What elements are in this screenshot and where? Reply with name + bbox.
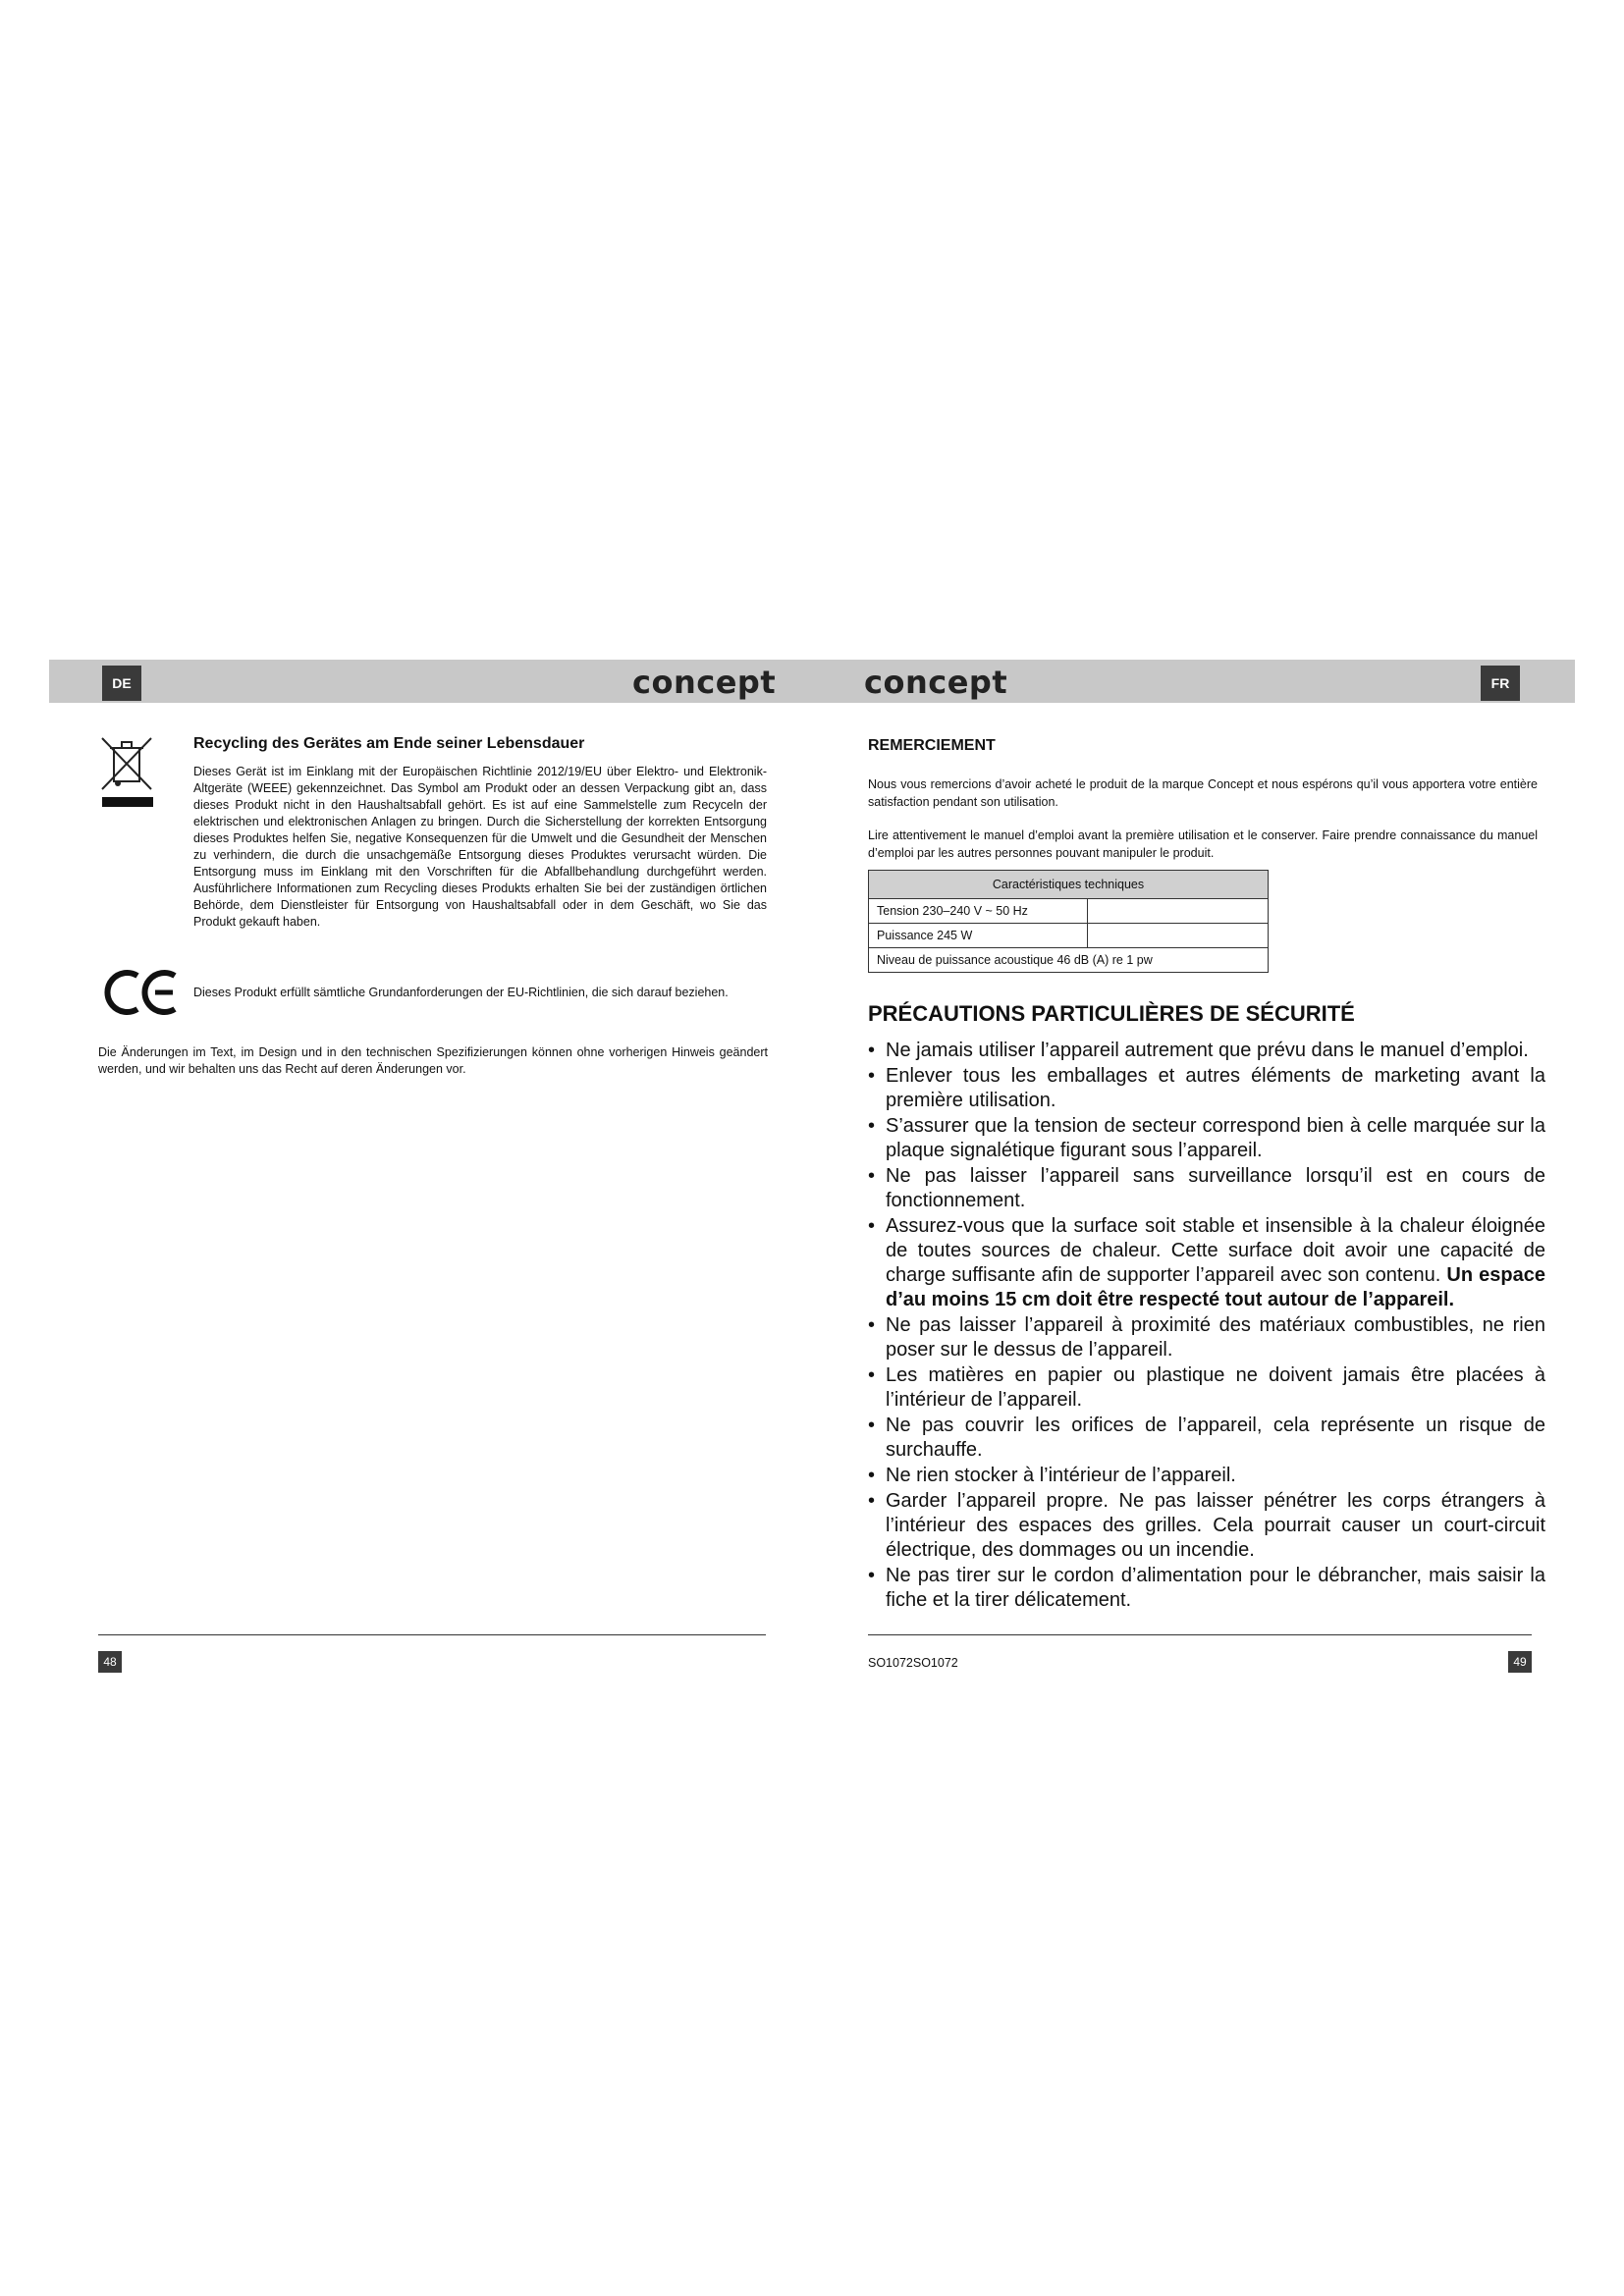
brand-logo-right: concept	[864, 664, 1008, 701]
footer-divider-left	[98, 1634, 766, 1635]
list-item	[868, 1164, 1545, 1213]
page-number-right: 49	[1508, 1651, 1532, 1673]
ce-conformity-text: Dieses Produkt erfüllt sämtliche Grundanforderungen der EU-Richtlinien, die sich darauf beziehen.	[193, 986, 729, 999]
list-item	[868, 1114, 1545, 1163]
brand-logo-left: concept	[632, 664, 777, 701]
header-band	[49, 660, 1575, 703]
list-item	[868, 1464, 1545, 1488]
precautions-list	[868, 1039, 1545, 1614]
list-item	[868, 1313, 1545, 1362]
precaution-text: S’assurer que la tension de secteur correspond bien à celle marquée sur la plaque signalétique figurant sous l’appareil.	[886, 1115, 1545, 1161]
language-tag-fr: FR	[1481, 666, 1520, 701]
changes-disclaimer: Die Änderungen im Text, im Design und in den technischen Spezifizierungen können ohne vorherigen Hinweis geändert werden, und wir behalten uns das Recht auf deren Änderungen vor.	[98, 1045, 768, 1076]
spec-noise-level: Niveau de puissance acoustique 46 dB (A) re 1 pw	[869, 948, 1269, 973]
precaution-text: Ne pas couvrir les orifices de l’appareil, cela représente un risque de surchauffe.	[886, 1415, 1545, 1461]
ce-mark-icon	[104, 968, 183, 1017]
precaution-text: Les matières en papier ou plastique ne doivent jamais être placées à l’intérieur de l’appareil.	[886, 1364, 1545, 1411]
table-row	[869, 948, 1269, 973]
spec-empty-cell	[1088, 924, 1269, 948]
precaution-text: Garder l’appareil propre. Ne pas laisser pénétrer les corps étrangers à l’intérieur des espaces des grilles. Cela pourrait causer un court-circuit électrique, des dommages ou un incendie.	[886, 1490, 1545, 1561]
precaution-text: Ne pas laisser l’appareil à proximité des matériaux combustibles, ne rien poser sur le dessus de l’appareil.	[886, 1314, 1545, 1361]
list-item	[868, 1064, 1545, 1113]
precaution-text: Assurez-vous que la surface soit stable et insensible à la chaleur éloignée de toutes sources de chaleur. Cette surface doit avoir une capacité de charge suffisante afin de supporter l’appareil avec son contenu.	[886, 1215, 1545, 1286]
list-item	[868, 1564, 1545, 1613]
list-item	[868, 1214, 1545, 1312]
spec-voltage: Tension 230–240 V ~ 50 Hz	[869, 899, 1088, 924]
list-item	[868, 1414, 1545, 1463]
specs-table-header: Caractéristiques techniques	[869, 871, 1269, 899]
model-number: SO1072SO1072	[868, 1656, 958, 1670]
precaution-bold-text: Un espace d’au moins 15 cm doit être respecté tout autour de l’appareil.	[886, 1264, 1545, 1310]
precaution-text: Ne pas tirer sur le cordon d’alimentation pour le débrancher, mais saisir la fiche et la tirer délicatement.	[886, 1565, 1545, 1611]
precaution-text: Ne rien stocker à l’intérieur de l’appareil.	[886, 1465, 1236, 1486]
crossed-out-wheelie-bin-icon	[98, 734, 157, 809]
recycling-title: Recycling des Gerätes am Ende seiner Lebensdauer	[193, 735, 585, 752]
list-item	[868, 1363, 1545, 1413]
table-row	[869, 899, 1269, 924]
page-gutter	[797, 703, 821, 1684]
remerciement-title: REMERCIEMENT	[868, 737, 996, 754]
remerciement-paragraph-2: Lire attentivement le manuel d’emploi avant la première utilisation et le conserver. Faire prendre connaissance du manuel d’emploi par les autres personnes pouvant manipuler le produit.	[868, 828, 1538, 860]
precaution-text: Ne jamais utiliser l’appareil autrement que prévu dans le manuel d’emploi.	[886, 1040, 1529, 1061]
recycling-body: Dieses Gerät ist im Einklang mit der Europäischen Richtlinie 2012/19/EU über Elektro- und Elektronik-Altgeräte (WEEE) gekennzeichnet. Das Symbol am Produkt oder an dessen Verpackung gibt an, dass dieses Produkt nicht in den Haushaltsabfall gehört. Es ist auf eine Sammelstelle zum Recyceln der elektrischen und elektronischen Anlagen zu bringen. Durch die Sicherstellung der korrekten Entsorgung dieses Produktes helfen Sie, negative Konsequenzen für die Umwelt und die Gesundheit der Menschen zu verhindern, die durch die unsachgemäße Entsorgung dieses Produktes verursacht würden. Die Entsorgung muss im Einklang mit den Vorschriften für die Abfallbehandlung durchgeführt werden. Ausführlichere Informationen zum Recycling dieses Produkts erhalten Sie bei der zuständigen örtlichen Behörde, dem Dienstleister für Entsorgung von Haushaltsabfall oder in dem Geschäft, wo Sie das Produkt gekauft haben.	[193, 765, 767, 929]
footer-divider-right	[868, 1634, 1532, 1635]
technical-specs-table	[868, 870, 1269, 973]
list-item	[868, 1039, 1545, 1063]
precautions-title: PRÉCAUTIONS PARTICULIÈRES DE SÉCURITÉ	[868, 1001, 1355, 1026]
remerciement-paragraph-1: Nous vous remercions d’avoir acheté le produit de la marque Concept et nous espérons qu’il vous apportera votre entière satisfaction pendant son utilisation.	[868, 777, 1538, 809]
precaution-text: Enlever tous les emballages et autres éléments de marketing avant la première utilisation.	[886, 1065, 1545, 1111]
page-number-left: 48	[98, 1651, 122, 1673]
precaution-text: Ne pas laisser l’appareil sans surveillance lorsqu’il est en cours de fonctionnement.	[886, 1165, 1545, 1211]
spec-empty-cell	[1088, 899, 1269, 924]
spec-power: Puissance 245 W	[869, 924, 1088, 948]
table-row	[869, 924, 1269, 948]
list-item	[868, 1489, 1545, 1563]
language-tag-de: DE	[102, 666, 141, 701]
